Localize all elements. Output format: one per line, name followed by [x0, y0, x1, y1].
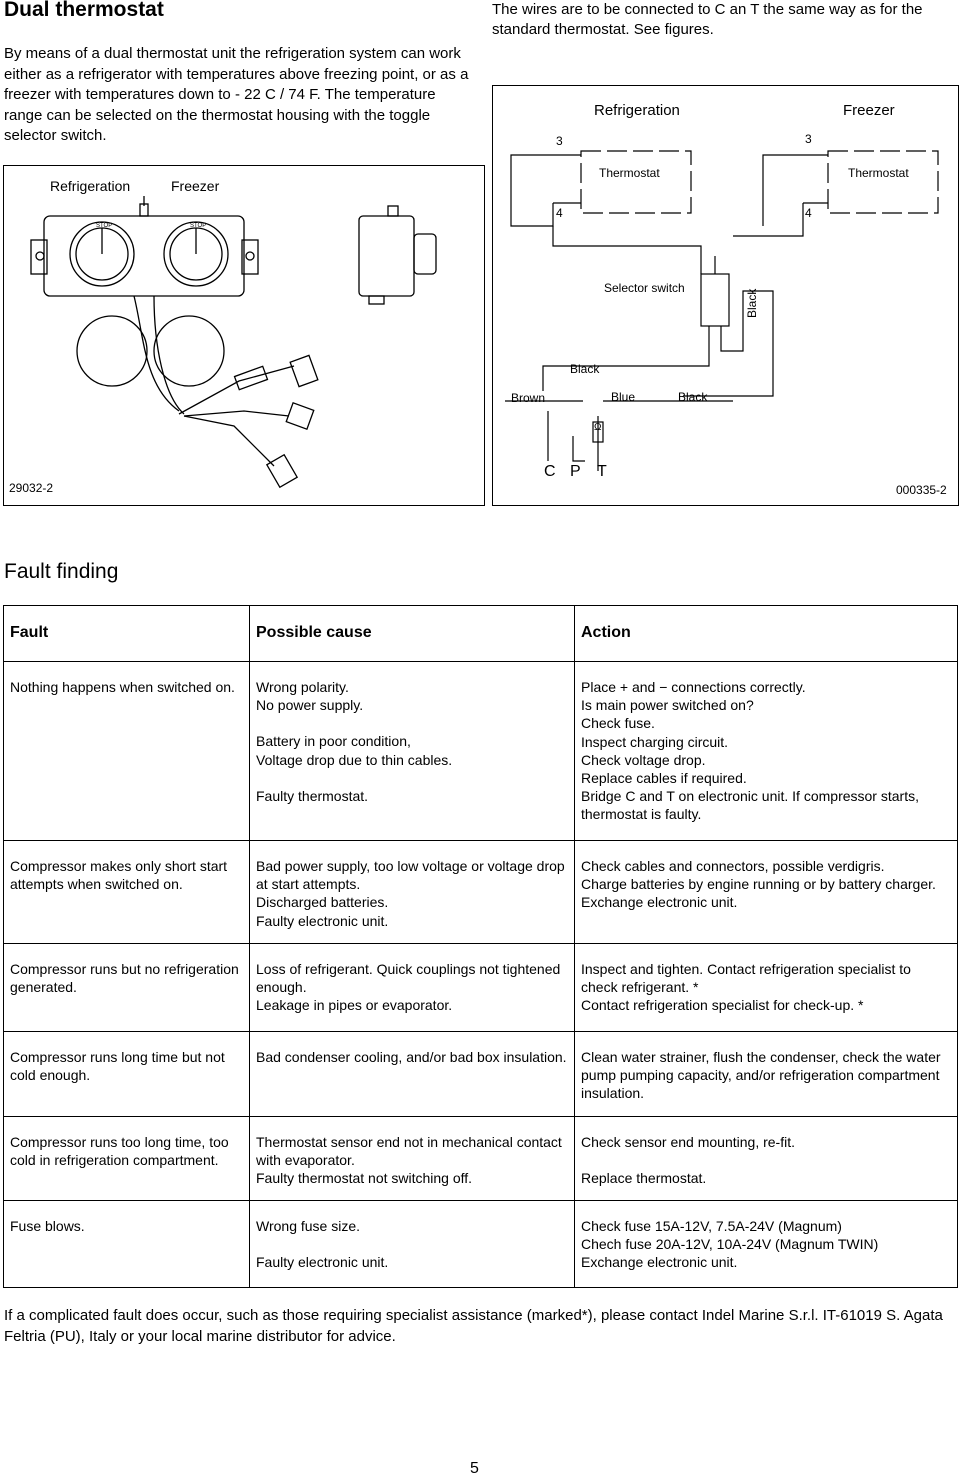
action-line: Check voltage drop. [581, 751, 706, 768]
figure-code-right: 000335-2 [896, 483, 947, 497]
figure-code-left: 29032-2 [9, 481, 54, 495]
terminal-3-refrigeration: 3 [556, 134, 563, 148]
action-cell [575, 662, 958, 841]
cause-line: Faulty thermostat. [256, 787, 369, 804]
terminal-4-freezer: 4 [805, 206, 812, 220]
table-row [4, 944, 958, 1032]
table-row [4, 841, 958, 944]
page-title: Dual thermostat [4, 0, 164, 21]
terminal-4-refrigeration: 4 [556, 206, 563, 220]
cause-line: Bad power supply, too low voltage or voltage drop at start attempts. [256, 858, 565, 893]
footer-note: If a complicated fault does occur, such as those requiring specialist assistance (marked*), please contact Indel Marine S.r.l. IT-61019 S. Agata Feltria (PU), Italy or your local marine distributor for advice. [4, 1307, 943, 1345]
action-line: Check fuse. [581, 715, 655, 732]
cause-line: Bad condenser cooling, and/or bad box insulation. [256, 1049, 567, 1065]
terminal-c: C [544, 463, 556, 480]
selector-switch-label: Selector switch [604, 281, 685, 295]
cause-cell [250, 1117, 575, 1201]
cause-line: Faulty electronic unit. [256, 1254, 389, 1271]
fault-cell [4, 944, 250, 1032]
action-cell [575, 841, 958, 944]
action-line: Replace thermostat. [581, 1170, 707, 1187]
dial-label-freezer: STOP [190, 223, 207, 229]
thermostat-unit-drawing [4, 166, 484, 505]
table-row [4, 1032, 958, 1117]
table-row [4, 662, 958, 841]
action-line: Exchange electronic unit. [581, 1254, 738, 1271]
cause-cell [250, 841, 575, 944]
action-line: Charge batteries by engine running or by battery charger. [581, 876, 936, 893]
resistor-symbol: Ω [594, 422, 602, 433]
table-header-row [4, 606, 958, 662]
cause-line: Faulty electronic unit. [256, 912, 389, 929]
action-line: Is main power switched on? [581, 697, 754, 714]
fault-text: Compressor runs long time but not cold enough. [10, 1049, 225, 1084]
fault-cell [4, 1201, 250, 1288]
action-line: Contact refrigeration specialist for check-up. * [581, 997, 864, 1014]
action-line: Chech fuse 20A-12V, 10A-24V (Magnum TWIN) [581, 1236, 879, 1253]
action-line: Bridge C and T on electronic unit. If compressor starts, thermostat is faulty. [581, 788, 919, 823]
cause-line: Discharged batteries. [256, 894, 389, 911]
header-possible-cause: Possible cause [250, 606, 575, 662]
action-line: Exchange electronic unit. [581, 894, 738, 911]
header-fault: Fault [4, 606, 250, 662]
fault-cell [4, 841, 250, 944]
fault-text: Nothing happens when switched on. [10, 679, 235, 695]
wire-black-top: Black [570, 362, 600, 376]
section-title: Fault finding [4, 560, 119, 583]
fault-text: Compressor runs too long time, too cold in refrigeration compartment. [10, 1134, 229, 1169]
action-line: Check cables and connectors, possible verdigris. [581, 858, 885, 874]
wiring-diagram-drawing [493, 86, 958, 505]
label-freezer: Freezer [171, 178, 220, 194]
header-action: Action [575, 606, 958, 662]
action-line: Check sensor end mounting, re-fit. [581, 1134, 795, 1150]
action-line: Clean water strainer, flush the condenser, check the water pump pumping capacity, and/or refrigeration compartment insulation. [581, 1049, 941, 1102]
fault-finding-table [3, 605, 958, 1288]
cause-cell [250, 662, 575, 841]
table-row [4, 1117, 958, 1201]
action-line: Check fuse 15A-12V, 7.5A-24V (Magnum) [581, 1218, 842, 1234]
table-row [4, 1201, 958, 1288]
fault-cell [4, 662, 250, 841]
cause-line: Wrong fuse size. [256, 1218, 361, 1234]
action-line: Inspect and tighten. Contact refrigeration specialist to check refrigerant. * [581, 961, 911, 996]
cause-line: Wrong polarity. [256, 679, 349, 695]
action-line: Place + and − connections correctly. [581, 679, 806, 695]
cause-line: Faulty thermostat not switching off. [256, 1170, 473, 1187]
action-cell [575, 1032, 958, 1117]
action-line: Inspect charging circuit. [581, 733, 729, 750]
wire-black-bottom: Black [678, 390, 708, 404]
cause-line: Leakage in pipes or evaporator. [256, 997, 453, 1014]
fault-cell [4, 1032, 250, 1117]
thermostat-unit-figure [3, 165, 485, 506]
fault-text: Fuse blows. [10, 1218, 85, 1234]
page-number: 5 [470, 1460, 479, 1477]
cause-line: Voltage drop due to thin cables. [256, 751, 453, 768]
label-freezer-diagram: Freezer [843, 102, 895, 119]
cause-cell [250, 944, 575, 1032]
terminal-t: T [597, 463, 607, 480]
fault-text: Compressor runs but no refrigeration generated. [10, 961, 239, 996]
fault-text: Compressor makes only short start attempts when switched on. [10, 858, 228, 893]
terminal-3-freezer: 3 [805, 132, 812, 146]
intro-paragraph: By means of a dual thermostat unit the refrigeration system can work either as a refrigerator with temperatures above freezing point, or as a freezer with temperatures down to - 22 C / 74 F. The temperature range can be selected on the thermostat housing with the toggle selector switch. [4, 45, 469, 144]
action-line: Replace cables if required. [581, 770, 747, 787]
dial-label-refrigeration: STOP [96, 223, 113, 229]
cause-cell [250, 1201, 575, 1288]
label-refrigeration-diagram: Refrigeration [594, 102, 680, 119]
cause-line: Thermostat sensor end not in mechanical contact with evaporator. [256, 1134, 562, 1169]
cause-cell [250, 1032, 575, 1117]
fault-cell [4, 1117, 250, 1201]
wiring-diagram [492, 85, 959, 506]
wire-brown: Brown [511, 391, 546, 405]
action-cell [575, 1117, 958, 1201]
cause-line: Battery in poor condition, [256, 733, 411, 750]
label-refrigeration: Refrigeration [50, 178, 131, 194]
cause-line: No power supply. [256, 697, 364, 714]
wiring-instructions: The wires are to be connected to C an T the same way as for the standard thermostat. See figures. [492, 1, 923, 38]
wire-blue: Blue [611, 390, 636, 404]
terminal-p: P [570, 463, 581, 480]
wire-black-vertical: Black [745, 288, 759, 318]
thermostat-freezer: Thermostat [848, 166, 909, 180]
action-cell [575, 944, 958, 1032]
thermostat-refrigeration: Thermostat [599, 166, 660, 180]
action-cell [575, 1201, 958, 1288]
cause-line: Loss of refrigerant. Quick couplings not tightened enough. [256, 961, 561, 996]
